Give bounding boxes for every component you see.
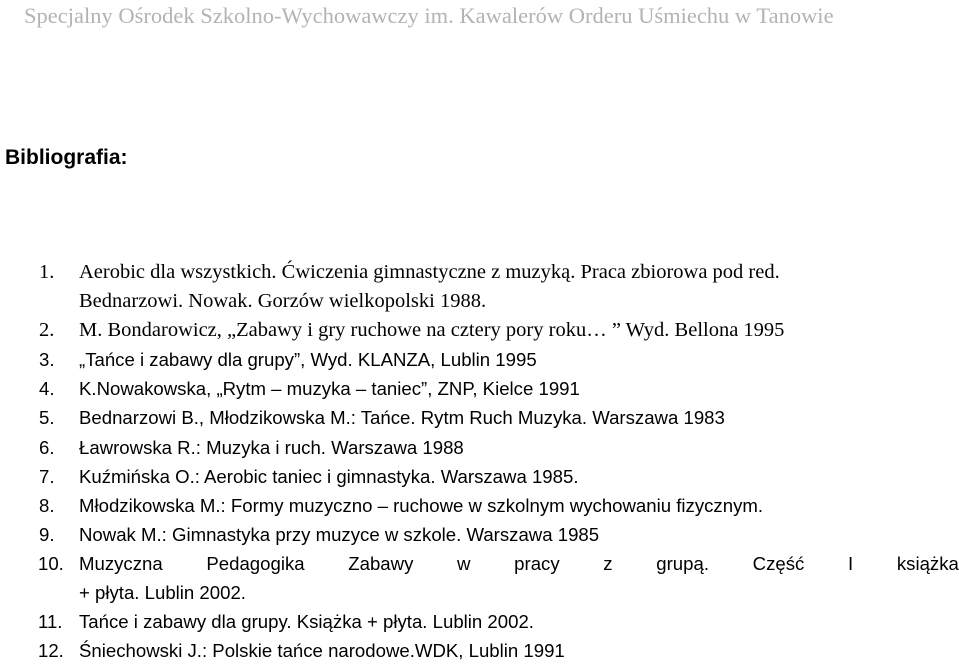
- item-text-line-justified: [79, 549, 959, 578]
- list-item: [0, 374, 959, 403]
- list-item: [0, 403, 959, 432]
- bibliography-list: [0, 258, 959, 665]
- item-number: 2.: [39, 319, 55, 342]
- list-item: [0, 607, 959, 636]
- item-text-line: Tańce i zabawy dla grupy. Książka + płyta. Lublin 2002.: [79, 611, 534, 633]
- list-item: [0, 258, 959, 316]
- item-number: 6.: [39, 436, 55, 458]
- list-item: [0, 433, 959, 462]
- item-number: 8.: [39, 494, 55, 516]
- item-number: 3.: [39, 349, 55, 371]
- item-number: 9.: [39, 523, 55, 545]
- item-number: 1.: [39, 261, 55, 283]
- item-word: z: [603, 552, 613, 574]
- item-text-line: Ławrowska R.: Muzyka i ruch. Warszawa 1988: [79, 436, 464, 458]
- list-item: [0, 549, 959, 607]
- item-text-line: Kuźmińska O.: Aerobic taniec i gimnastyka. Warszawa 1985.: [79, 465, 579, 487]
- item-text-line: „Tańce i zabawy dla grupy”, Wyd. KLANZA, Lublin 1995: [79, 349, 537, 371]
- item-text-line: Nowak M.: Gimnastyka przy muzyce w szkole. Warszawa 1985: [79, 523, 600, 545]
- item-word: książka: [896, 552, 959, 574]
- item-number: 4.: [39, 378, 55, 400]
- item-word: w: [457, 552, 471, 574]
- item-word: Część: [752, 552, 805, 574]
- item-word: I: [848, 552, 854, 574]
- item-text-line: Młodzikowska M.: Formy muzyczno – ruchowe w szkolnym wychowaniu fizycznym.: [79, 494, 764, 516]
- item-word: pracy: [514, 552, 560, 574]
- item-word: Zabawy: [348, 552, 414, 574]
- item-text-line: Śniechowski J.: Polskie tańce narodowe.WDK, Lublin 1991: [79, 640, 565, 662]
- item-text-line: Aerobic dla wszystkich. Ćwiczenia gimnastyczne z muzyką. Praca zbiorowa pod red.: [79, 261, 780, 283]
- item-text-line: M. Bondarowicz, „Zabawy i gry ruchowe na cztery pory roku… ” Wyd. Bellona 1995: [79, 319, 785, 342]
- school-header: Specjalny Ośrodek Szkolno-Wychowawczy im. Kawalerów Orderu Uśmiechu w Tanowie: [24, 3, 834, 28]
- item-text-line: K.Nowakowska, „Rytm – muzyka – taniec”, ZNP, Kielce 1991: [79, 378, 580, 400]
- item-number: 11.: [38, 611, 63, 633]
- item-number: 10.: [38, 552, 64, 574]
- bibliography-title: Bibliografia:: [5, 146, 128, 169]
- list-item: [0, 345, 959, 374]
- list-item: [0, 462, 959, 491]
- item-number: 12.: [38, 640, 64, 662]
- item-number: 7.: [39, 465, 55, 487]
- item-text-line: Bednarzowi. Nowak. Gorzów wielkopolski 1988.: [79, 290, 487, 313]
- item-text-line: Bednarzowi B., Młodzikowska M.: Tańce. Rytm Ruch Muzyka. Warszawa 1983: [79, 407, 725, 429]
- item-text-line: + płyta. Lublin 2002.: [79, 582, 246, 604]
- item-word: Pedagogika: [206, 552, 305, 574]
- item-word: grupą.: [656, 552, 709, 574]
- list-item: [0, 316, 959, 345]
- item-number: 5.: [39, 407, 55, 429]
- list-item: [0, 491, 959, 520]
- item-word: Muzyczna: [79, 552, 163, 574]
- list-item: [0, 520, 959, 549]
- list-item: [0, 636, 959, 665]
